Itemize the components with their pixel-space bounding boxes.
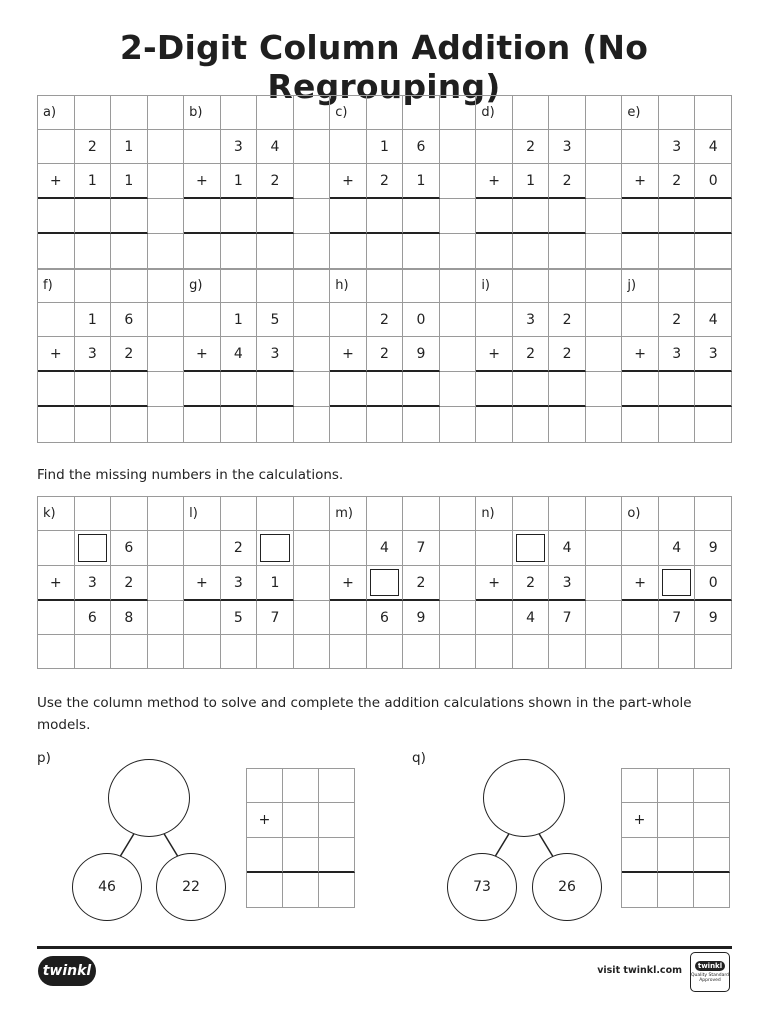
working-cell: [283, 873, 319, 908]
part-circle-q-2: 26: [532, 853, 602, 921]
working-cell: [622, 873, 658, 908]
digit-cell: 4: [695, 303, 732, 337]
digit-cell: 2: [221, 531, 258, 566]
problem-label: o): [622, 497, 659, 531]
working-grid-q: [621, 768, 730, 908]
problem-label: e): [622, 96, 659, 130]
plus-sign: +: [330, 164, 367, 199]
problem-label: g): [184, 269, 221, 303]
whole-circle-p: [108, 759, 190, 837]
digit-cell: 4: [659, 531, 696, 566]
plus-sign: +: [330, 337, 367, 372]
working-cell: [658, 769, 694, 803]
digit-cell: 5: [257, 303, 294, 337]
digit-cell: 6: [111, 303, 148, 337]
digit-cell: 3: [549, 566, 586, 601]
plus-sign: +: [330, 566, 367, 601]
answer-cell: 6: [367, 601, 404, 635]
working-cell: [319, 873, 355, 908]
plus-sign: +: [184, 337, 221, 372]
plus-sign: +: [476, 566, 513, 601]
digit-cell: 3: [75, 337, 112, 372]
working-cell: [283, 769, 319, 803]
digit-cell: 1: [75, 303, 112, 337]
digit-cell: 6: [403, 130, 440, 164]
part-circle-p-2: 22: [156, 853, 226, 921]
digit-cell: 6: [111, 531, 148, 566]
digit-cell: 3: [659, 337, 696, 372]
working-cell: [622, 769, 658, 803]
digit-cell: 1: [403, 164, 440, 199]
digit-cell: 7: [403, 531, 440, 566]
problem-label: k): [38, 497, 75, 531]
digit-cell: 2: [513, 566, 550, 601]
problem-label: j): [622, 269, 659, 303]
plus-sign: +: [622, 566, 659, 601]
answer-cell: 8: [111, 601, 148, 635]
digit-cell: 4: [367, 531, 404, 566]
plus-sign: +: [476, 164, 513, 199]
digit-cell: 2: [549, 337, 586, 372]
working-cell: [283, 803, 319, 838]
digit-cell: 4: [221, 337, 258, 372]
part-circle-q-1: 73: [447, 853, 517, 921]
working-cell: [247, 838, 283, 873]
digit-cell: 2: [75, 130, 112, 164]
answer-cell: 4: [513, 601, 550, 635]
problem-label: d): [476, 96, 513, 130]
plus-sign: +: [38, 337, 75, 372]
digit-cell: 1: [367, 130, 404, 164]
digit-cell: 2: [111, 566, 148, 601]
working-cell: [283, 838, 319, 873]
visit-link[interactable]: visit twinkl.com: [597, 965, 682, 976]
working-cell: [247, 769, 283, 803]
working-cell: [658, 873, 694, 908]
working-grid-p: [246, 768, 355, 908]
badge-subtitle: Quality Standard Approved: [691, 973, 729, 983]
digit-cell: 2: [367, 164, 404, 199]
plus-sign: +: [476, 337, 513, 372]
plus-sign: +: [184, 566, 221, 601]
digit-cell: 0: [695, 566, 732, 601]
working-cell: [319, 838, 355, 873]
problem-label: h): [330, 269, 367, 303]
digit-cell: 2: [513, 130, 550, 164]
digit-cell: 3: [659, 130, 696, 164]
problem-label: b): [184, 96, 221, 130]
digit-cell: 1: [513, 164, 550, 199]
digit-cell: 1: [111, 164, 148, 199]
digit-cell: 3: [549, 130, 586, 164]
digit-cell: 4: [257, 130, 294, 164]
plus-sign: +: [184, 164, 221, 199]
digit-cell: 9: [403, 337, 440, 372]
working-cell: [694, 803, 730, 838]
digit-cell: 2: [513, 337, 550, 372]
digit-cell: 9: [695, 531, 732, 566]
digit-cell: 2: [659, 164, 696, 199]
answer-cell: 9: [695, 601, 732, 635]
instruction-part-whole: Use the column method to solve and complete the addition calculations shown in the part-whole models.: [37, 695, 692, 733]
problem-label: n): [476, 497, 513, 531]
working-cell: [694, 838, 730, 873]
digit-cell: 1: [111, 130, 148, 164]
digit-cell: 3: [257, 337, 294, 372]
plus-sign: +: [622, 164, 659, 199]
part-whole-label-q: q): [412, 750, 426, 766]
digit-cell: 1: [257, 566, 294, 601]
working-cell: [694, 769, 730, 803]
digit-cell: 0: [403, 303, 440, 337]
digit-cell: 3: [695, 337, 732, 372]
answer-cell: 7: [659, 601, 696, 635]
digit-cell: 3: [75, 566, 112, 601]
digit-cell: 4: [695, 130, 732, 164]
digit-cell: 2: [257, 164, 294, 199]
problem-label: l): [184, 497, 221, 531]
digit-cell: 1: [221, 303, 258, 337]
part-circle-p-1: 46: [72, 853, 142, 921]
working-cell: [658, 803, 694, 838]
footer-divider: [37, 946, 732, 949]
digit-cell: 2: [549, 303, 586, 337]
plus-sign: +: [247, 803, 283, 838]
answer-cell: 9: [403, 601, 440, 635]
twinkl-logo: twinkl: [38, 956, 96, 986]
digit-cell: 2: [659, 303, 696, 337]
problem-label: a): [38, 96, 75, 130]
working-cell: [319, 769, 355, 803]
problem-label: c): [330, 96, 367, 130]
problem-label: f): [38, 269, 75, 303]
working-cell: [319, 803, 355, 838]
answer-cell: 7: [257, 601, 294, 635]
working-cell: [694, 873, 730, 908]
digit-cell: 3: [221, 130, 258, 164]
quality-badge-icon: [690, 952, 730, 992]
digit-cell: 3: [221, 566, 258, 601]
digit-cell: 3: [513, 303, 550, 337]
digit-cell: 2: [111, 337, 148, 372]
digit-cell: 2: [549, 164, 586, 199]
part-whole-label-p: p): [37, 750, 51, 766]
digit-cell: 0: [695, 164, 732, 199]
plus-sign: +: [38, 164, 75, 199]
plus-sign: +: [38, 566, 75, 601]
plus-sign: +: [622, 337, 659, 372]
problem-label: m): [330, 497, 367, 531]
digit-cell: 2: [403, 566, 440, 601]
whole-circle-q: [483, 759, 565, 837]
answer-cell: 5: [221, 601, 258, 635]
digit-cell: 2: [367, 303, 404, 337]
working-cell: [247, 873, 283, 908]
plus-sign: +: [622, 803, 658, 838]
digit-cell: 2: [367, 337, 404, 372]
digit-cell: 4: [549, 531, 586, 566]
working-cell: [658, 838, 694, 873]
digit-cell: 1: [221, 164, 258, 199]
instruction-missing-numbers: Find the missing numbers in the calculations.: [37, 467, 344, 483]
problem-label: i): [476, 269, 513, 303]
answer-cell: 6: [75, 601, 112, 635]
page-title: 2-Digit Column Addition (No Regrouping): [119, 28, 649, 106]
answer-cell: 7: [549, 601, 586, 635]
digit-cell: 1: [75, 164, 112, 199]
badge-title: twinkl: [695, 961, 725, 971]
working-cell: [622, 838, 658, 873]
